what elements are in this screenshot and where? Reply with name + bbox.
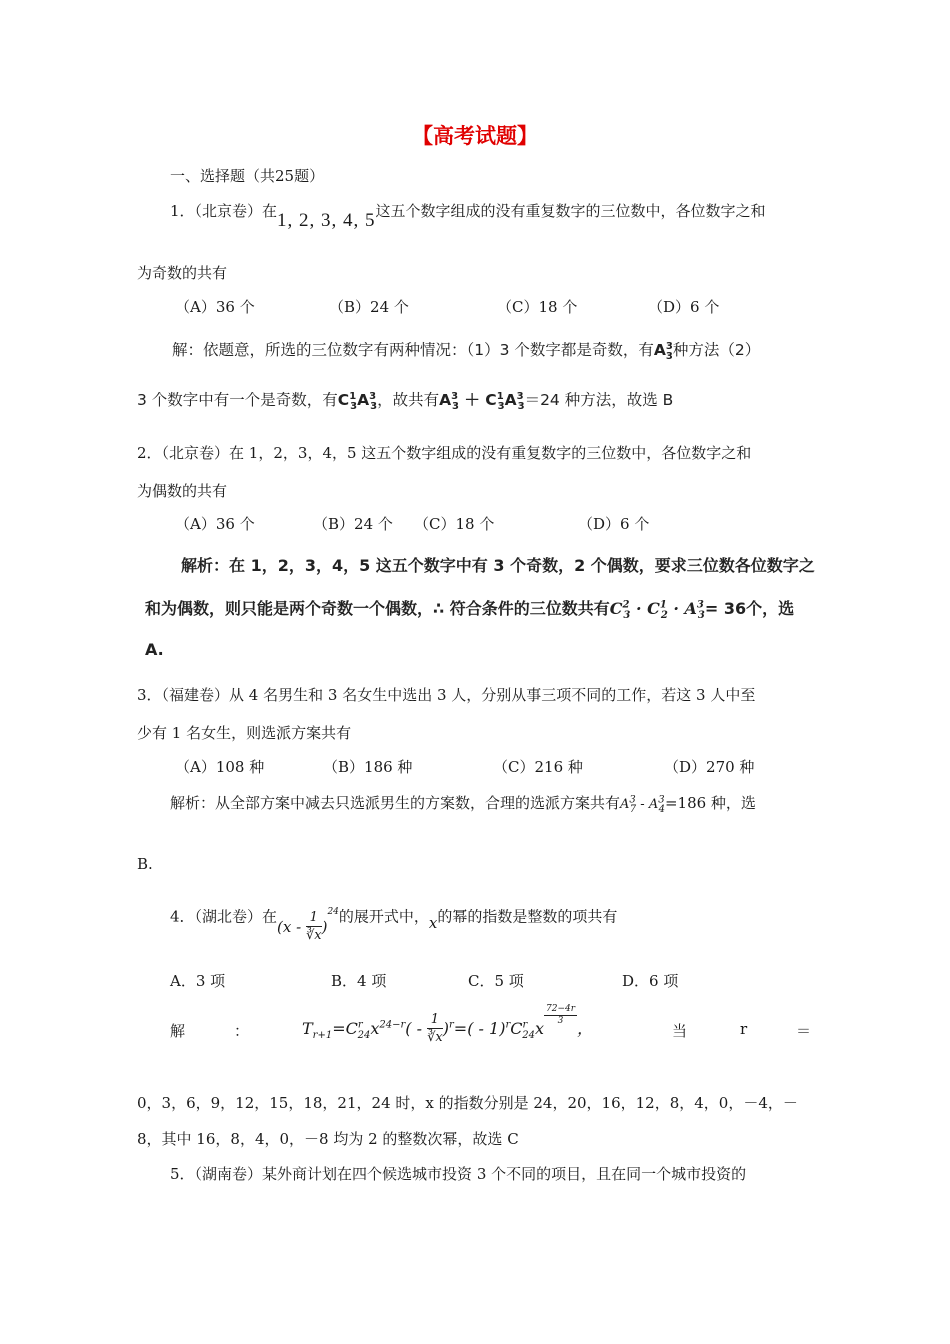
question-1-option-c: （C）18 个 — [497, 298, 578, 316]
question-1-solution-line-2: 3 个数字中有一个是奇数，有$C^1_3A^3_3$，故共有$A^3_3 + C^1_3A^3_3=24$ 种方法，故选 B — [137, 390, 674, 413]
formula-c32-c21-a33: $C^2_3 \cdot C^1_2 \cdot A^3_3$ — [609, 599, 705, 622]
question-2-solution-line-2: 和为偶数，则只能是两个奇数一个偶数，∴ 符合条件的三位数共有$C^2_3 \cdot C^1_2 \cdot A^3_3= 36$个，选 — [145, 599, 795, 622]
question-1-option-a: （A）36 个 — [175, 298, 255, 316]
question-1-option-b: （B）24 个 — [329, 298, 409, 316]
question-1-option-d: （D）6 个 — [648, 298, 720, 316]
question-4-equals: ＝ — [796, 1022, 812, 1040]
general-term-formula: $T_{r+1}=C^r_{24}x^{24-r}$( - $\frac{1}{∛x}$ )$^r=( - 1)^rC^r_{24}x$ $^{\frac{72-4r}{3}}$ ， — [302, 1003, 594, 1045]
formula-a33: $A^3_3$ — [653, 340, 673, 363]
question-2-solution-line-1: 解析：在 1，2，3，4，5 这五个数字中有 3 个奇数，2 个偶数，要求三位数各位数字之 — [181, 556, 815, 575]
question-3-option-a: （A）108 种 — [175, 758, 265, 776]
question-4-when: 当 — [672, 1022, 688, 1040]
question-2-option-b: （B）24 个 — [313, 515, 393, 533]
question-4-solution-label: 解 — [170, 1022, 186, 1040]
page-title: 【高考试题】 — [412, 124, 538, 148]
question-2-solution-line-3: A. — [145, 640, 164, 659]
question-4-stem: 4．（湖北卷）在(x - $\frac{1}{∛x}$ )$^{24}$的展开式中，x的幂的指数是整数的项共有 — [170, 906, 618, 943]
question-2-option-a: （A）36 个 — [175, 515, 255, 533]
question-1-stem-start: 1．（北京卷）在 — [170, 202, 278, 220]
question-3-stem-line-1: 3．（福建卷）从 4 名男生和 3 名女生中选出 3 人，分别从事三项不同的工作，若这 3 人中至 — [137, 686, 756, 704]
question-1-stem — [170, 200, 766, 231]
question-3-option-b: （B）186 种 — [323, 758, 413, 776]
question-1-solution-line-1: 解：依题意，所选的三位数字有两种情况：（1）3 个数字都是奇数，有$A^3_3$种方法（2） — [172, 340, 761, 363]
question-3-stem-line-2: 少有 1 名女生，则选派方案共有 — [137, 724, 352, 742]
variable-x: x — [428, 913, 438, 932]
question-4-option-a: A．3 项 — [170, 972, 226, 990]
question-2-option-c: （C）18 个 — [414, 515, 495, 533]
question-2-stem-line-2: 为偶数的共有 — [137, 482, 228, 500]
formula-c31-a33: $C^1_3A^3_3$ — [337, 390, 378, 413]
question-4-solution-colon: ： — [234, 1022, 250, 1040]
question-4-option-d: D．6 项 — [622, 972, 679, 990]
binomial-expression: (x - $\frac{1}{∛x}$ )$^{24}$ — [277, 906, 339, 943]
question-3-solution-line-1: 解析：从全部方案中减去只选派男生的方案数，合理的选派方案共有$A^3_7 - A^3_4=186$ 种，选 — [170, 794, 756, 815]
formula-a73-minus-a43: $A^3_7 - A^3_4$ — [620, 794, 665, 815]
question-2-stem-line-1: 2．（北京卷）在 1，2，3，4，5 这五个数字组成的没有重复数字的三位数中，各位数字之和 — [137, 444, 752, 462]
section-heading: 一、选择题（共25题） — [170, 167, 325, 185]
question-2-option-d: （D）6 个 — [578, 515, 650, 533]
question-4-solution-line-2: 0，3，6，9，12，15，18，21，24 时，x 的指数分别是 24，20，16，12，8，4，0，－4，－ — [137, 1094, 798, 1112]
question-5-stem-line-1: 5．（湖南卷）某外商计划在四个候选城市投资 3 个不同的项目，且在同一个城市投资的 — [170, 1165, 747, 1183]
number-set: 1, 2, 3, 4, 5 — [277, 210, 376, 231]
question-3-option-c: （C）216 种 — [493, 758, 583, 776]
formula-a33-plus-c31a33: $A^3_3 + C^1_3A^3_3$ — [439, 390, 525, 413]
question-3-solution-line-2: B. — [137, 855, 153, 873]
question-4-option-b: B．4 项 — [331, 972, 387, 990]
question-3-option-d: （D）270 种 — [664, 758, 755, 776]
question-4-option-c: C．5 项 — [468, 972, 524, 990]
question-1-stem-end: 为奇数的共有 — [137, 264, 228, 282]
question-4-variable-r: r — [740, 1020, 748, 1038]
question-1-stem-middle: 这五个数字组成的没有重复数字的三位数中，各位数字之和 — [375, 202, 766, 220]
question-4-solution-line-3: 8，其中 16，8，4，0，－8 均为 2 的整数次幂，故选 C — [137, 1130, 519, 1148]
